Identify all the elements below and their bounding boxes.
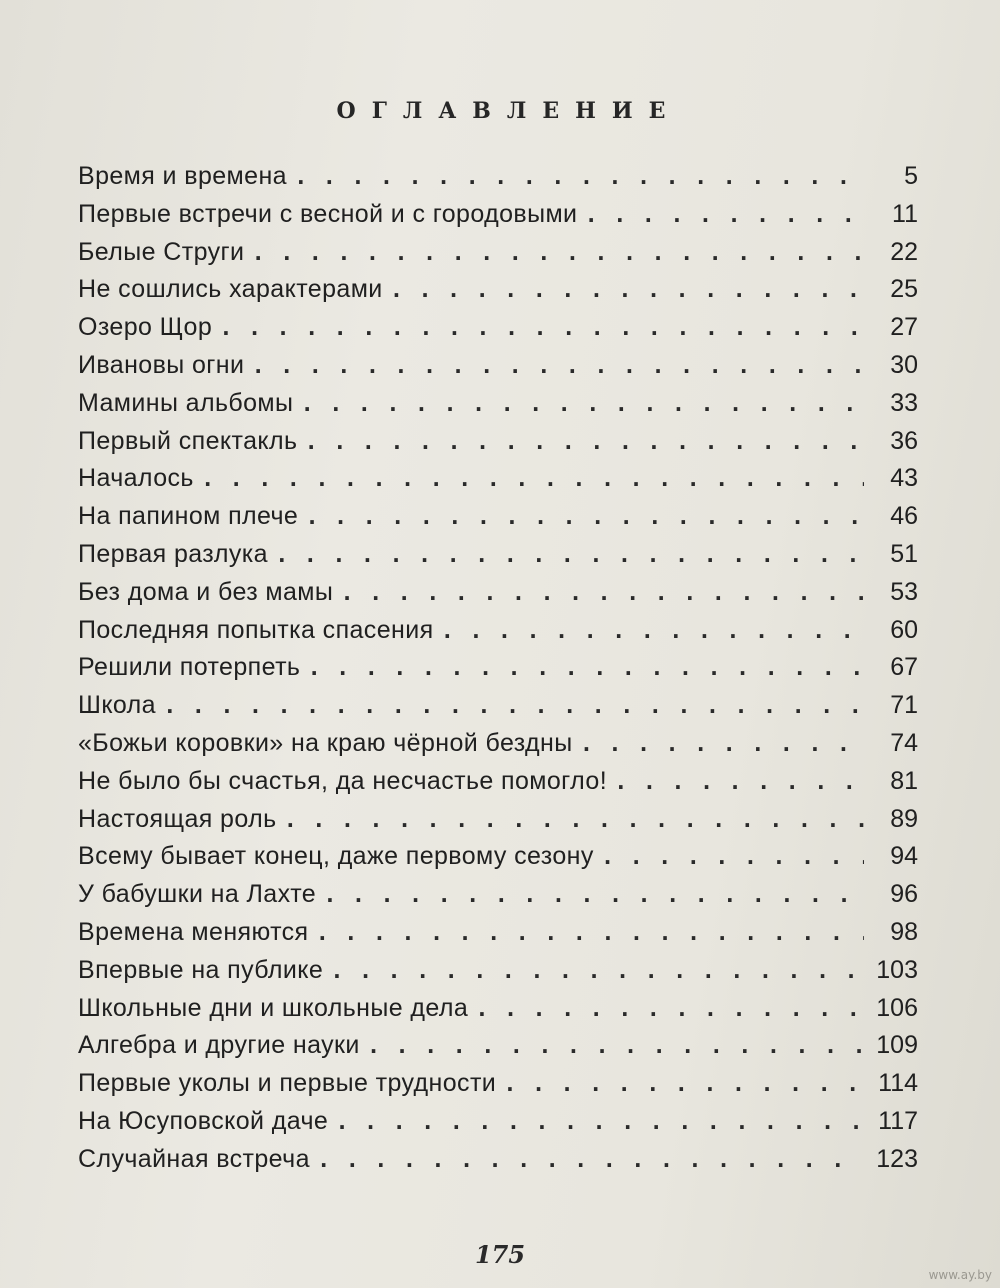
entry-page: 30 (890, 350, 918, 379)
entry-title: Не было бы счастья, да несчастье помогло! (78, 766, 608, 795)
toc-entry (78, 687, 918, 725)
entry-page: 98 (890, 917, 918, 946)
entry-page: 89 (890, 804, 918, 833)
entry-page: 25 (890, 275, 918, 304)
dot-leader (506, 1066, 864, 1104)
entry-title: Первые встречи с весной и с городовыми (78, 199, 578, 228)
entry-title: Первые уколы и первые трудности (78, 1069, 497, 1098)
entry-page: 22 (890, 237, 918, 266)
entry-title: Первый спектакль (78, 426, 298, 455)
dot-leader (587, 197, 864, 235)
page-number: 175 (474, 1240, 526, 1269)
dot-leader (278, 537, 864, 575)
dot-leader (222, 310, 864, 348)
dot-leader (338, 1104, 864, 1142)
entry-page: 33 (890, 388, 918, 417)
entry-page: 43 (890, 464, 918, 493)
entry-page: 123 (876, 1144, 918, 1173)
dot-leader (254, 348, 864, 386)
dot-leader (297, 159, 864, 197)
entry-page: 5 (904, 162, 918, 190)
toc-entry (78, 271, 918, 309)
toc-entry (78, 1027, 918, 1065)
dot-leader (318, 915, 864, 953)
entry-page: 46 (890, 502, 918, 531)
toc-entry (78, 649, 918, 687)
dot-leader (303, 386, 864, 424)
dot-leader (604, 839, 864, 877)
entry-title: Белые Струги (78, 237, 245, 266)
entry-page: 109 (876, 1031, 918, 1060)
entry-page: 106 (876, 993, 918, 1022)
entry-title: Без дома и без мамы (78, 577, 334, 606)
entry-page: 114 (878, 1069, 918, 1098)
toc-entry (78, 309, 918, 347)
dot-leader (393, 272, 864, 310)
toc-entry (78, 574, 918, 612)
entry-page: 117 (878, 1106, 918, 1135)
dot-leader (166, 688, 864, 726)
toc-entry (78, 725, 918, 763)
entry-title: «Божьи коровки» на краю чёрной бездны (78, 728, 573, 757)
entry-title: Не сошлись характерами (78, 275, 383, 304)
dot-leader (254, 235, 864, 273)
dot-leader (583, 726, 864, 764)
dot-leader (308, 499, 864, 537)
toc-entry (78, 914, 918, 952)
entry-page: 96 (890, 880, 918, 909)
toc-entry (78, 876, 918, 914)
entry-title: Алгебра и другие науки (78, 1031, 360, 1060)
entry-page: 81 (890, 766, 918, 795)
entry-title: Впервые на публике (78, 955, 324, 984)
toc-entry (78, 1141, 918, 1179)
entry-page: 60 (890, 615, 918, 644)
entry-page: 67 (890, 653, 918, 682)
entry-page: 36 (890, 426, 918, 455)
dot-leader (370, 1028, 864, 1066)
entry-page: 103 (876, 955, 918, 984)
toc-entry (78, 460, 918, 498)
dot-leader (617, 764, 864, 802)
entry-page: 11 (892, 199, 918, 228)
entry-title: Последняя попытка спасения (78, 615, 434, 644)
entry-title: Настоящая роль (78, 804, 277, 833)
entry-title: У бабушки на Лахте (78, 880, 317, 909)
entry-title: Школа (78, 691, 156, 720)
dot-leader (326, 877, 864, 915)
dot-leader (204, 461, 864, 499)
toc-entry (78, 838, 918, 876)
entry-title: Школьные дни и школьные дела (78, 993, 469, 1022)
dot-leader (444, 613, 864, 651)
toc-entry (78, 196, 918, 234)
toc-entry (78, 801, 918, 839)
dot-leader (320, 1142, 864, 1180)
entry-page: 53 (890, 577, 918, 606)
toc-entry (78, 536, 918, 574)
entry-title: Началось (78, 464, 194, 493)
entry-title: Мамины альбомы (78, 388, 294, 417)
toc-entry (78, 423, 918, 461)
dot-leader (333, 953, 864, 991)
entry-title: На папином плече (78, 502, 299, 531)
entry-page: 71 (890, 691, 918, 720)
entry-title: Ивановы огни (78, 350, 245, 379)
entry-title: Случайная встреча (78, 1144, 310, 1173)
toc-list (78, 158, 918, 1179)
entry-page: 94 (890, 842, 918, 871)
entry-title: Решили потерпеть (78, 653, 301, 682)
entry-title: Всему бывает конец, даже первому сезону (78, 842, 594, 871)
toc-entry (78, 234, 918, 272)
dot-leader (287, 802, 865, 840)
toc-entry (78, 612, 918, 650)
toc-entry (78, 1065, 918, 1103)
entry-title: На Юсуповской даче (78, 1106, 329, 1135)
entry-page: 27 (890, 313, 918, 342)
entry-title: Озеро Щор (78, 313, 213, 342)
toc-entry (78, 1103, 918, 1141)
entry-page: 51 (890, 539, 918, 568)
toc-entry (78, 385, 918, 423)
toc-entry (78, 763, 918, 801)
toc-entry (78, 498, 918, 536)
toc-heading: ОГЛАВЛЕНИЕ (336, 98, 682, 124)
dot-leader (307, 424, 864, 462)
watermark: www.ay.by (928, 1268, 992, 1282)
entry-title: Время и времена (78, 162, 287, 190)
entry-title: Первая разлука (78, 539, 268, 568)
toc-entry (78, 990, 918, 1028)
dot-leader (343, 575, 864, 613)
dot-leader (478, 991, 864, 1029)
entry-page: 74 (890, 728, 918, 757)
toc-entry (78, 158, 918, 196)
dot-leader (310, 650, 864, 688)
toc-entry (78, 347, 918, 385)
toc-entry (78, 952, 918, 990)
entry-title: Времена меняются (78, 917, 309, 946)
